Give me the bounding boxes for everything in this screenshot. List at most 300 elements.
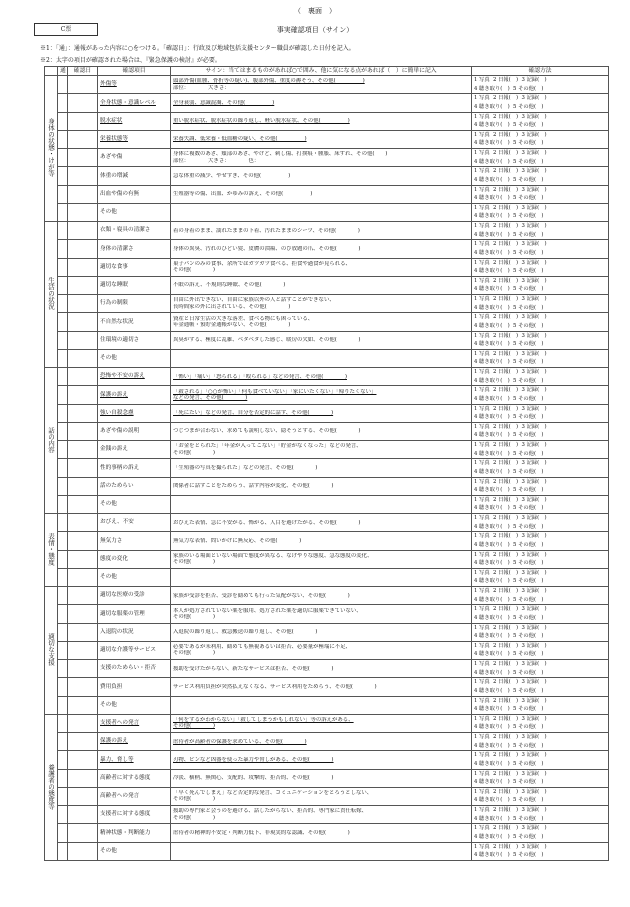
method-cell[interactable] xyxy=(472,714,609,732)
sign-cell[interactable] xyxy=(171,769,472,787)
method-options: 4 聴き取り( ) 5 その他( ) xyxy=(474,359,544,366)
sign-text: 異臭がする、極度に乱雑、ベタベタした感じ、暖房の欠如、その他( ) xyxy=(173,337,361,344)
notified-cell[interactable] xyxy=(58,459,68,477)
item-cell xyxy=(98,167,171,185)
date-cell[interactable] xyxy=(68,185,98,203)
method-options: 4 聴き取り( ) 5 その他( ) xyxy=(474,195,544,202)
method-options: 1 写真 2 日報( ) 3 記録( ) xyxy=(474,77,547,84)
sign-cell[interactable] xyxy=(171,714,472,732)
method-cell[interactable] xyxy=(472,787,609,805)
notified-cell[interactable] xyxy=(58,696,68,714)
method-cell[interactable] xyxy=(472,477,609,495)
method-cell[interactable] xyxy=(472,842,609,860)
sign-cell[interactable] xyxy=(171,258,472,276)
item-cell xyxy=(98,422,171,440)
notified-cell[interactable] xyxy=(58,514,68,532)
sign-cell[interactable] xyxy=(171,477,472,495)
sign-cell[interactable] xyxy=(171,568,472,586)
item-name: 適切な服薬の管理 xyxy=(100,610,145,617)
sign-cell[interactable] xyxy=(171,422,472,440)
sign-text: サービス利用負担が突然払えなくなる、サービス利用をためらう、その他( ) xyxy=(173,683,377,690)
category-label: 身体の状態・けが等 xyxy=(47,118,55,177)
method-options: 4 聴き取り( ) 5 その他( ) xyxy=(474,85,544,92)
method-cell[interactable] xyxy=(472,623,609,641)
table-row xyxy=(45,167,609,185)
sign-cell[interactable] xyxy=(171,678,472,696)
item-name: 適切な食事 xyxy=(100,263,128,270)
notified-cell[interactable] xyxy=(58,477,68,495)
notified-cell[interactable] xyxy=(58,842,68,860)
date-cell[interactable] xyxy=(68,149,98,167)
item-cell xyxy=(98,605,171,623)
header-signs: サイン：当てはまるものがあれば○で囲み、他に気になる点があれば（ ）に簡単に記入 xyxy=(171,67,472,76)
notified-cell[interactable] xyxy=(58,386,68,404)
notified-cell[interactable] xyxy=(58,203,68,221)
item-cell xyxy=(98,441,171,459)
sign-cell[interactable] xyxy=(171,532,472,550)
sign-cell[interactable] xyxy=(171,203,472,221)
method-cell[interactable] xyxy=(472,276,609,294)
date-cell[interactable] xyxy=(68,203,98,221)
method-cell[interactable] xyxy=(472,678,609,696)
notified-cell[interactable] xyxy=(58,441,68,459)
method-cell[interactable] xyxy=(472,368,609,386)
item-name: その他 xyxy=(100,501,117,508)
notified-cell[interactable] xyxy=(58,222,68,240)
notified-cell[interactable] xyxy=(58,258,68,276)
method-options: 4 聴き取り( ) 5 その他( ) xyxy=(474,341,544,348)
method-options: 1 写真 2 日報( ) 3 記録( ) xyxy=(474,788,547,795)
sign-text: 関係者に話すことをためらう、話す内容が変化、その他( ) xyxy=(173,483,334,490)
method-cell[interactable] xyxy=(472,495,609,513)
notified-cell[interactable] xyxy=(58,568,68,586)
notified-cell[interactable] xyxy=(58,714,68,732)
table-row xyxy=(45,404,609,422)
sign-cell[interactable] xyxy=(171,733,472,751)
sign-text: 菓子パンのみの食事、余所ではガツガツ食べる、拒食や過食が見られる、 xyxy=(173,260,351,267)
table-row xyxy=(45,787,609,805)
date-cell[interactable] xyxy=(68,787,98,805)
date-cell[interactable] xyxy=(68,514,98,532)
method-cell[interactable] xyxy=(472,422,609,440)
date-cell[interactable] xyxy=(68,368,98,386)
method-options: 4 聴き取り( ) 5 その他( ) xyxy=(474,742,544,749)
method-cell[interactable] xyxy=(472,404,609,422)
sign-cell[interactable] xyxy=(171,514,472,532)
item-name: 行為の制限 xyxy=(100,300,128,307)
sign-text: 年金通帳・預貯金通帳がない、その他( ) xyxy=(173,321,291,328)
notified-cell[interactable] xyxy=(58,587,68,605)
date-cell[interactable] xyxy=(68,422,98,440)
notified-cell[interactable] xyxy=(58,824,68,842)
method-cell[interactable] xyxy=(472,167,609,185)
notified-cell[interactable] xyxy=(58,532,68,550)
method-cell[interactable] xyxy=(472,149,609,167)
method-cell[interactable] xyxy=(472,605,609,623)
method-options: 1 写真 2 日報( ) 3 記録( ) xyxy=(474,679,547,686)
method-cell[interactable] xyxy=(472,641,609,659)
sign-cell[interactable] xyxy=(171,185,472,203)
date-cell[interactable] xyxy=(68,167,98,185)
method-cell[interactable] xyxy=(472,459,609,477)
method-cell[interactable] xyxy=(472,185,609,203)
method-options: 1 写真 2 日報( ) 3 記録( ) xyxy=(474,533,547,540)
date-cell[interactable] xyxy=(68,441,98,459)
method-options: 1 写真 2 日報( ) 3 記録( ) xyxy=(474,825,547,832)
sign-cell[interactable] xyxy=(171,386,472,404)
notified-cell[interactable] xyxy=(58,495,68,513)
sign-cell[interactable] xyxy=(171,240,472,258)
notified-cell[interactable] xyxy=(58,660,68,678)
sign-cell[interactable] xyxy=(171,751,472,769)
method-cell[interactable] xyxy=(472,203,609,221)
date-cell[interactable] xyxy=(68,222,98,240)
notified-cell[interactable] xyxy=(58,112,68,130)
sign-cell[interactable] xyxy=(171,623,472,641)
header-row xyxy=(45,67,609,76)
date-cell[interactable] xyxy=(68,112,98,130)
table-row xyxy=(45,769,609,787)
notified-cell[interactable] xyxy=(58,787,68,805)
method-cell[interactable] xyxy=(472,386,609,404)
table-row xyxy=(45,130,609,148)
method-cell[interactable] xyxy=(472,240,609,258)
sign-cell[interactable] xyxy=(171,459,472,477)
date-cell[interactable] xyxy=(68,605,98,623)
notified-cell[interactable] xyxy=(58,733,68,751)
sign-cell[interactable] xyxy=(171,94,472,112)
item-name: おびえ、不安 xyxy=(100,519,134,526)
sign-cell[interactable] xyxy=(171,641,472,659)
date-cell[interactable] xyxy=(68,313,98,331)
item-cell xyxy=(98,568,171,586)
method-cell[interactable] xyxy=(472,295,609,313)
sign-cell[interactable] xyxy=(171,495,472,513)
sign-cell[interactable] xyxy=(171,368,472,386)
item-cell xyxy=(98,660,171,678)
item-name: 脱水症状 xyxy=(100,117,123,124)
date-cell[interactable] xyxy=(68,258,98,276)
method-options: 4 聴き取り( ) 5 その他( ) xyxy=(474,560,544,567)
item-cell xyxy=(98,623,171,641)
method-options: 4 聴き取り( ) 5 その他( ) xyxy=(474,468,544,475)
sign-cell[interactable] xyxy=(171,167,472,185)
date-cell[interactable] xyxy=(68,331,98,349)
sign-cell[interactable] xyxy=(171,149,472,167)
table-row xyxy=(45,240,609,258)
item-cell xyxy=(98,185,171,203)
table-row xyxy=(45,477,609,495)
date-cell[interactable] xyxy=(68,751,98,769)
item-cell xyxy=(98,787,171,805)
table-row xyxy=(45,514,609,532)
method-cell[interactable] xyxy=(472,733,609,751)
sign-cell[interactable] xyxy=(171,696,472,714)
method-cell[interactable] xyxy=(472,331,609,349)
table-row xyxy=(45,112,609,130)
item-name: その他 xyxy=(100,701,117,708)
table-row xyxy=(45,568,609,586)
method-cell[interactable] xyxy=(472,112,609,130)
sign-text: 入退院の繰り返し、救急搬送の繰り返し、その他( ) xyxy=(173,629,318,636)
sign-text: 本人が処方されていない薬を服用、処方された薬を適切に服薬できていない、 xyxy=(173,607,362,614)
date-cell[interactable] xyxy=(68,660,98,678)
date-cell[interactable] xyxy=(68,240,98,258)
method-cell[interactable] xyxy=(472,568,609,586)
method-cell[interactable] xyxy=(472,441,609,459)
table-row xyxy=(45,331,609,349)
method-cell[interactable] xyxy=(472,550,609,568)
method-cell[interactable] xyxy=(472,313,609,331)
method-cell[interactable] xyxy=(472,130,609,148)
table-row xyxy=(45,276,609,294)
sign-cell[interactable] xyxy=(171,441,472,459)
notified-cell[interactable] xyxy=(58,167,68,185)
sign-text: 「生殖器の写真を撮られた」などの発言、その他( ) xyxy=(173,464,318,471)
method-options: 4 聴き取り( ) 5 その他( ) xyxy=(474,176,544,183)
date-cell[interactable] xyxy=(68,295,98,313)
sign-cell[interactable] xyxy=(171,222,472,240)
ticket-label: C票 xyxy=(34,23,98,36)
sign-cell[interactable] xyxy=(171,76,472,94)
item-cell xyxy=(98,495,171,513)
sign-cell[interactable] xyxy=(171,295,472,313)
category-cell xyxy=(45,587,58,715)
table-row xyxy=(45,678,609,696)
table-row xyxy=(45,495,609,513)
date-cell[interactable] xyxy=(68,76,98,94)
method-options: 4 聴き取り( ) 5 その他( ) xyxy=(474,669,544,676)
item-name: 外傷等 xyxy=(100,81,117,88)
notified-cell[interactable] xyxy=(58,331,68,349)
sign-text: 長時間家の外に出されている、その他( ) xyxy=(173,303,291,310)
method-cell[interactable] xyxy=(472,587,609,605)
item-cell xyxy=(98,331,171,349)
item-name: 出血や傷の有無 xyxy=(100,190,140,197)
sign-text: その他( ) xyxy=(173,796,215,803)
item-cell xyxy=(98,313,171,331)
notified-cell[interactable] xyxy=(58,149,68,167)
method-options: 1 写真 2 日報( ) 3 記録( ) xyxy=(474,478,547,485)
method-options: 1 写真 2 日報( ) 3 記録( ) xyxy=(474,168,547,175)
date-cell[interactable] xyxy=(68,824,98,842)
method-options: 1 写真 2 日報( ) 3 記録( ) xyxy=(474,405,547,412)
sign-text: などの発言、その他( ) xyxy=(173,394,248,401)
item-name: 衣類・寝具の清潔さ xyxy=(100,227,151,234)
notified-cell[interactable] xyxy=(58,240,68,258)
notified-cell[interactable] xyxy=(58,769,68,787)
method-options: 4 聴き取り( ) 5 その他( ) xyxy=(474,578,544,585)
date-cell[interactable] xyxy=(68,459,98,477)
method-cell[interactable] xyxy=(472,696,609,714)
date-cell[interactable] xyxy=(68,842,98,860)
date-cell[interactable] xyxy=(68,349,98,367)
item-name: 全身状態・意識レベル xyxy=(100,99,156,106)
notified-cell[interactable] xyxy=(58,422,68,440)
item-cell xyxy=(98,459,171,477)
method-options: 4 聴き取り( ) 5 その他( ) xyxy=(474,249,544,256)
table-row xyxy=(45,532,609,550)
sign-cell[interactable] xyxy=(171,660,472,678)
notified-cell[interactable] xyxy=(58,276,68,294)
notified-cell[interactable] xyxy=(58,94,68,112)
item-name: 無気力さ xyxy=(100,537,123,544)
sign-text: その他( ) xyxy=(173,650,215,657)
sign-cell[interactable] xyxy=(171,349,472,367)
item-cell xyxy=(98,696,171,714)
date-cell[interactable] xyxy=(68,769,98,787)
method-cell[interactable] xyxy=(472,258,609,276)
method-options: 1 写真 2 日報( ) 3 記録( ) xyxy=(474,423,547,430)
sign-cell[interactable] xyxy=(171,787,472,805)
date-cell[interactable] xyxy=(68,477,98,495)
category-label: 話の内容 xyxy=(47,426,55,453)
item-cell xyxy=(98,806,171,824)
sign-cell[interactable] xyxy=(171,313,472,331)
notified-cell[interactable] xyxy=(58,678,68,696)
sign-text: 急な体重の減少、やせすぎ、その他( ) xyxy=(173,172,291,179)
item-name: 態度の変化 xyxy=(100,555,128,562)
sign-text: 重い脱水症状、脱水症状の繰り返し、軽い脱水症状、その他( ) xyxy=(173,118,350,125)
table-row xyxy=(45,605,609,623)
sign-text: 刃物、ビンなど凶器を使った暴力や脅しがある、その他( ) xyxy=(173,756,334,763)
date-cell[interactable] xyxy=(68,678,98,696)
notified-cell[interactable] xyxy=(58,806,68,824)
item-cell xyxy=(98,678,171,696)
notified-cell[interactable] xyxy=(58,295,68,313)
method-options: 1 写真 2 日報( ) 3 記録( ) xyxy=(474,515,547,522)
item-name: 話のためらい xyxy=(100,482,134,489)
notified-cell[interactable] xyxy=(58,349,68,367)
notified-cell[interactable] xyxy=(58,185,68,203)
sign-text: その他( ) xyxy=(173,723,215,730)
date-cell[interactable] xyxy=(68,696,98,714)
date-cell[interactable] xyxy=(68,130,98,148)
item-name: 適切な介護等サービス xyxy=(100,647,156,654)
method-cell[interactable] xyxy=(472,76,609,94)
sign-cell[interactable] xyxy=(171,331,472,349)
method-options: 4 聴き取り( ) 5 その他( ) xyxy=(474,523,544,530)
method-options: 4 聴き取り( ) 5 その他( ) xyxy=(474,414,544,421)
date-cell[interactable] xyxy=(68,714,98,732)
notified-cell[interactable] xyxy=(58,751,68,769)
date-cell[interactable] xyxy=(68,276,98,294)
notified-cell[interactable] xyxy=(58,313,68,331)
item-name: 暴力、脅し等 xyxy=(100,756,134,763)
category-label: 養護者の態度等 xyxy=(47,763,55,809)
sign-text: 「殺される」「○○が怖い」「何も食べていない」「家にいたくない」「帰りたくない」 xyxy=(173,388,377,395)
sign-cell[interactable] xyxy=(171,112,472,130)
notified-cell[interactable] xyxy=(58,641,68,659)
date-cell[interactable] xyxy=(68,733,98,751)
method-cell[interactable] xyxy=(472,660,609,678)
item-name: 不自然な状況 xyxy=(100,318,134,325)
method-cell[interactable] xyxy=(472,769,609,787)
method-options: 1 写真 2 日報( ) 3 記録( ) xyxy=(474,204,547,211)
method-options: 4 聴き取り( ) 5 その他( ) xyxy=(474,614,544,621)
item-cell xyxy=(98,824,171,842)
date-cell[interactable] xyxy=(68,495,98,513)
method-options: 1 写真 2 日報( ) 3 記録( ) xyxy=(474,606,547,613)
item-cell xyxy=(98,368,171,386)
table-row xyxy=(45,76,609,94)
sign-cell[interactable] xyxy=(171,824,472,842)
date-cell[interactable] xyxy=(68,532,98,550)
table-row xyxy=(45,824,609,842)
method-options: 1 写真 2 日報( ) 3 記録( ) xyxy=(474,551,547,558)
table-row xyxy=(45,258,609,276)
date-cell[interactable] xyxy=(68,587,98,605)
date-cell[interactable] xyxy=(68,806,98,824)
table-row xyxy=(45,386,609,404)
sign-text: 「何をするかわからない」「殺してしまうかもしれない」等の訴えがある、 xyxy=(173,717,354,724)
sign-text: 資産と日常生活の大きな落差、食べる物にも困っている、 xyxy=(173,315,314,322)
sign-cell[interactable] xyxy=(171,404,472,422)
item-name: その他 xyxy=(100,574,117,581)
item-name: 高齢者に対する態度 xyxy=(100,774,151,781)
sign-cell[interactable] xyxy=(171,605,472,623)
item-name: 体重の増減 xyxy=(100,172,128,179)
date-cell[interactable] xyxy=(68,568,98,586)
date-cell[interactable] xyxy=(68,550,98,568)
sign-cell[interactable] xyxy=(171,587,472,605)
method-options: 4 聴き取り( ) 5 その他( ) xyxy=(474,286,544,293)
sign-text: その他( ) xyxy=(173,449,215,456)
method-cell[interactable] xyxy=(472,532,609,550)
table-row xyxy=(45,714,609,732)
method-cell[interactable] xyxy=(472,751,609,769)
sign-cell[interactable] xyxy=(171,276,472,294)
date-cell[interactable] xyxy=(68,404,98,422)
method-cell[interactable] xyxy=(472,806,609,824)
sign-cell[interactable] xyxy=(171,130,472,148)
notified-cell[interactable] xyxy=(58,368,68,386)
notified-cell[interactable] xyxy=(58,76,68,94)
notified-cell[interactable] xyxy=(58,605,68,623)
notified-cell[interactable] xyxy=(58,130,68,148)
date-cell[interactable] xyxy=(68,641,98,659)
checklist-body xyxy=(45,76,609,861)
method-options: 1 写真 2 日報( ) 3 記録( ) xyxy=(474,588,547,595)
sign-text: その他( ) xyxy=(173,814,215,821)
method-cell[interactable] xyxy=(472,824,609,842)
header-date: 確認日 xyxy=(68,67,98,76)
item-name: 住環境の適切さ xyxy=(100,336,140,343)
sign-cell[interactable] xyxy=(171,550,472,568)
date-cell[interactable] xyxy=(68,623,98,641)
notified-cell[interactable] xyxy=(58,550,68,568)
method-options: 4 聴き取り( ) 5 その他( ) xyxy=(474,833,544,840)
table-row xyxy=(45,313,609,331)
method-cell[interactable] xyxy=(472,222,609,240)
date-cell[interactable] xyxy=(68,94,98,112)
category-label: 適切な支援 xyxy=(47,633,55,666)
item-cell xyxy=(98,714,171,732)
sign-text: おびえた表情、急に不安がる、怖がる、人目を避けたがる、その他( ) xyxy=(173,519,361,526)
sign-cell[interactable] xyxy=(171,806,472,824)
date-cell[interactable] xyxy=(68,386,98,404)
notified-cell[interactable] xyxy=(58,404,68,422)
method-cell[interactable] xyxy=(472,94,609,112)
item-name: 適切な医療の受診 xyxy=(100,592,145,599)
sign-text: 無気力な表情、問いかけに無反応、その他( ) xyxy=(173,537,302,544)
method-cell[interactable] xyxy=(472,349,609,367)
notified-cell[interactable] xyxy=(58,623,68,641)
sign-cell[interactable] xyxy=(171,842,472,860)
method-cell[interactable] xyxy=(472,514,609,532)
note-1: ※1：「通」：通報があった内容に○をつける。「確認日」：行政及び地域包括支援センター職員が確認した日付を記入。 xyxy=(40,45,355,52)
item-cell xyxy=(98,514,171,532)
